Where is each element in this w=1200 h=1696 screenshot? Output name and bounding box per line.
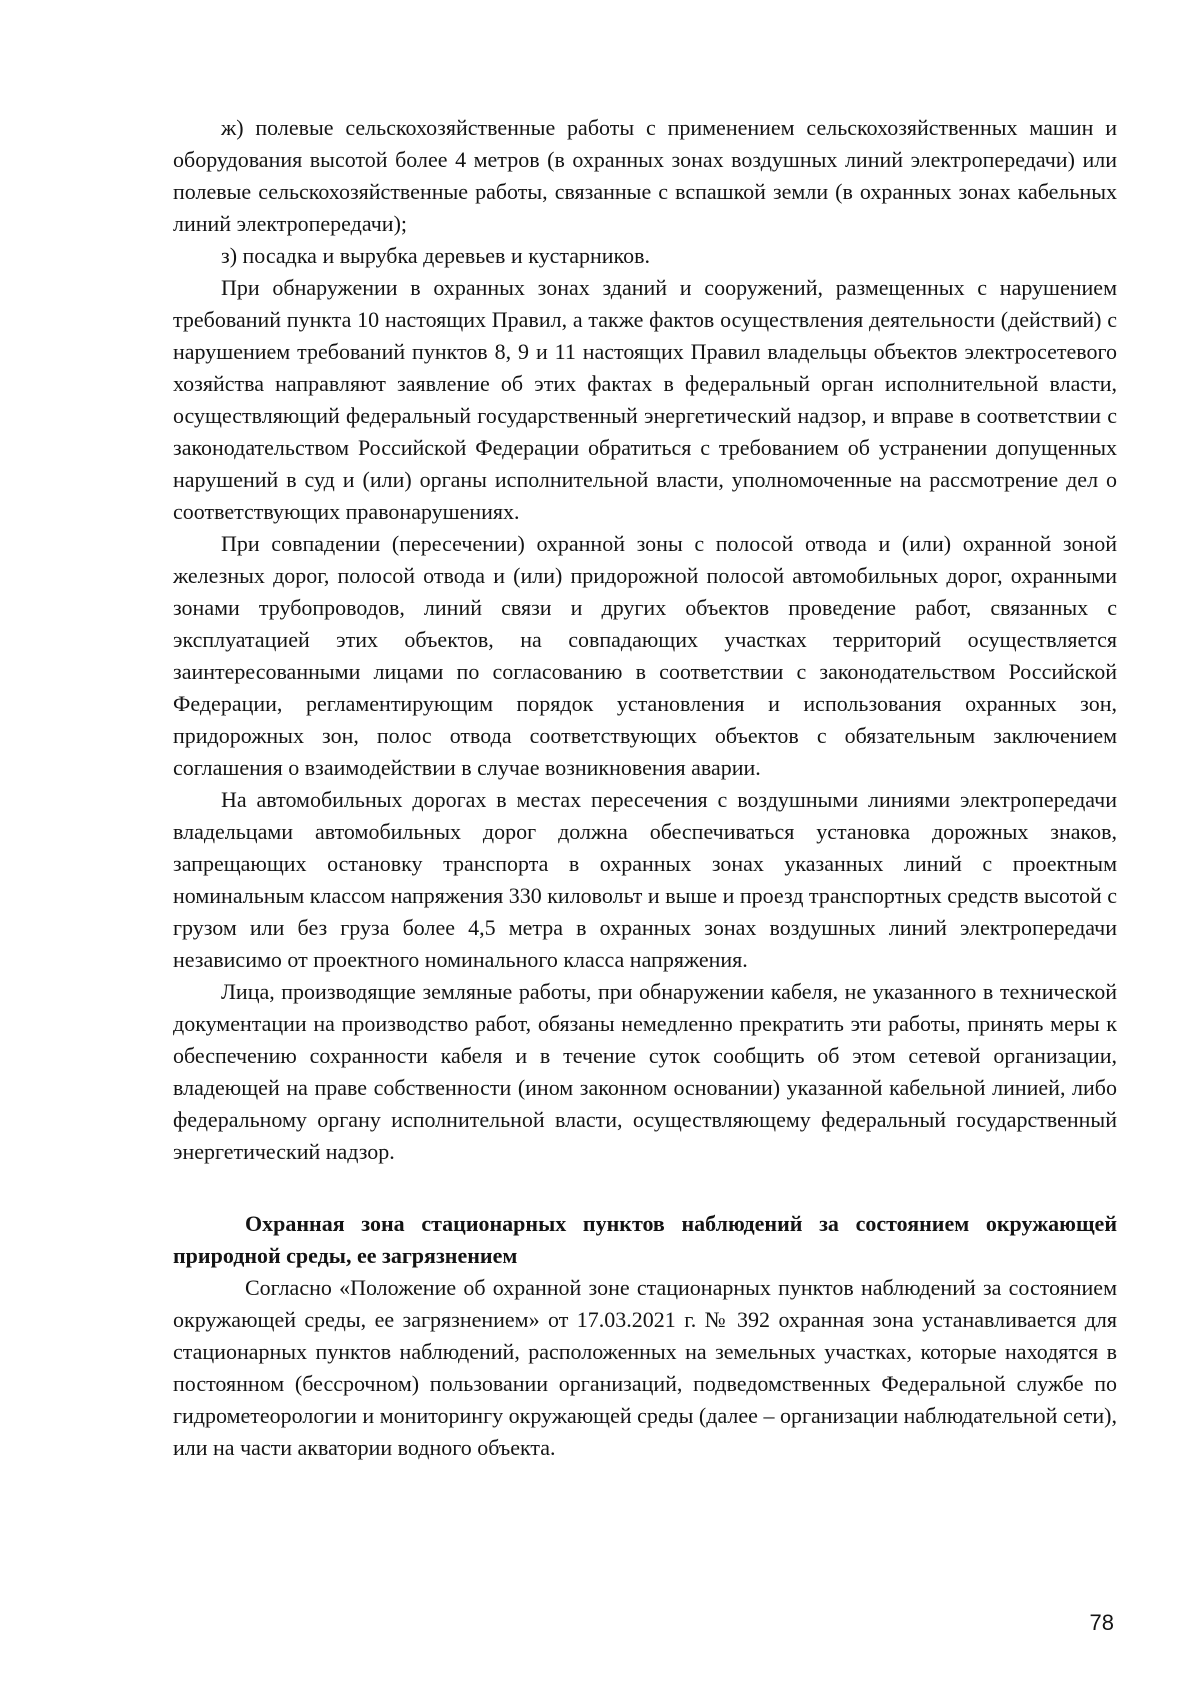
- paragraph-violations: При обнаружении в охранных зонах зданий и сооружений, размещенных с нарушением требований пункта 10 настоящих Правил, а также фактов осуществления деятельности (действий) с нарушением требований пунктов 8, 9 и 11 настоящих Правил владельцы объектов электросетевого хозяйства направляют заявление об этих фактах в федеральный орган исполнительной власти, осуществляющий федеральный государственный энергетический надзор, и вправе в соответствии с законодательством Российской Федерации обратиться с требованием об устранении допущенных нарушений в суд и (или) органы исполнительной власти, уполномоченные на рассмотрение дел о соответствующих правонарушениях.: [173, 275, 1117, 524]
- paragraph-observation-zone: Согласно «Положение об охранной зоне стационарных пунктов наблюдений за состоянием окружающей среды, ее загрязнением» от 17.03.2021 г. № 392 охранная зона устанавливается для стационарных пунктов наблюдений, расположенных на земельных участках, которые находятся в постоянном (бессрочном) пользовании организаций, подведомственных Федеральной службе по гидрометеорологии и мониторингу окружающей среды (далее – организации наблюдательной сети), или на части акватории водного объекта.: [173, 1275, 1117, 1460]
- paragraph-road-signs: На автомобильных дорогах в местах пересечения с воздушными линиями электропередачи владельцами автомобильных дорог должна обеспечиваться установка дорожных знаков, запрещающих остановку транспорта в охранных зонах указанных линий с проектным номинальным классом напряжения 330 киловольт и выше и проезд транспортных средств высотой с грузом или без груза более 4,5 метра в охранных зонах воздушных линий электропередачи независимо от проектного номинального класса напряжения.: [173, 787, 1117, 972]
- paragraph-intersection: При совпадении (пересечении) охранной зоны с полосой отвода и (или) охранной зоной железных дорог, полосой отвода и (или) придорожной полосой автомобильных дорог, охранными зонами трубопроводов, линий связи и других объектов проведение работ, связанных с эксплуатацией этих объектов, на совпадающих участках территорий осуществляется заинтересованными лицами по согласованию в соответствии с законодательством Российской Федерации, регламентирующим порядок установления и использования охранных зон, придорожных зон, полос отвода соответствующих объектов с обязательным заключением соглашения о взаимодействии в случае возникновения аварии.: [173, 531, 1117, 780]
- document-page: [173, 112, 1117, 1464]
- section-heading: Охранная зона стационарных пунктов наблюдений за состоянием окружающей природной среды, ее загрязнением: [173, 1211, 1117, 1268]
- paragraph-earthworks: Лица, производящие земляные работы, при обнаружении кабеля, не указанного в технической документации на производство работ, обязаны немедленно прекратить эти работы, принять меры к обеспечению сохранности кабеля и в течение суток сообщить об этом сетевой организации, владеющей на праве собственности (ином законном основании) указанной кабельной линией, либо федеральному органу исполнительной власти, осуществляющему федеральный государственный энергетический надзор.: [173, 979, 1117, 1164]
- page-number: 78: [1089, 1610, 1114, 1635]
- paragraph-item-z: з) посадка и вырубка деревьев и кустарников.: [221, 243, 650, 268]
- paragraph-item-zh: ж) полевые сельскохозяйственные работы с применением сельскохозяйственных машин и оборудования высотой более 4 метров (в охранных зонах воздушных линий электропередачи) или полевые сельскохозяйственные работы, связанные с вспашкой земли (в охранных зонах кабельных линий электропередачи);: [173, 115, 1117, 236]
